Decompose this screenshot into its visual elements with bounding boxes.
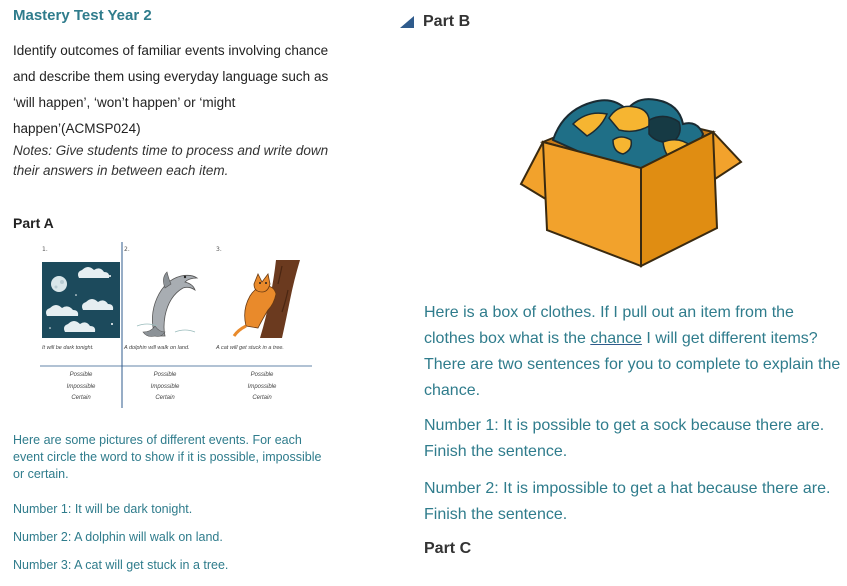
part-a-heading: Part A [13, 215, 54, 231]
event-3-number: 3. [216, 246, 222, 253]
event-3-caption: A cat will get stuck in a tree. [216, 345, 284, 351]
part-a-item-1: Number 1: It will be dark tonight. [13, 502, 193, 516]
event-1-number: 1. [42, 246, 48, 253]
option-possible[interactable]: Possible [69, 372, 93, 378]
option-certain[interactable]: Certain [71, 395, 91, 401]
option-impossible[interactable]: Impossible [150, 383, 180, 390]
option-certain[interactable]: Certain [252, 395, 272, 401]
cat-in-tree-picture [232, 260, 310, 338]
events-worksheet-image [40, 242, 312, 410]
part-a-item-3: Number 3: A cat will get stuck in a tree. [13, 558, 229, 572]
chance-link[interactable]: chance [590, 330, 642, 347]
night-sky-picture [42, 262, 120, 338]
learning-objective: Identify outcomes of familiar events involving chance and describe them using everyday language such as ‘will happen’, ‘won’t happen’ or ‘might happen’(ACMSP024) [13, 43, 329, 136]
part-b-item-1: Number 1: It is possible to get a sock because there are. Finish the sentence. [424, 417, 825, 460]
option-possible[interactable]: Possible [153, 372, 177, 378]
collapse-triangle-icon[interactable] [400, 16, 414, 28]
option-possible[interactable]: Possible [250, 372, 274, 378]
part-b-paragraph [424, 300, 844, 404]
event-2-number: 2. [124, 246, 130, 253]
option-impossible[interactable]: Impossible [66, 383, 96, 390]
teacher-notes: Notes: Give students time to process and write down their answers in between each item. [13, 143, 329, 178]
part-a-description: Here are some pictures of different events. For each event circle the word to show if it is possible, impossible or certain. [13, 433, 322, 481]
event-3-options [223, 370, 301, 405]
event-2-options [126, 370, 204, 405]
part-b-heading[interactable] [400, 13, 470, 31]
part-c-heading: Part C [424, 540, 472, 557]
dolphin-picture [135, 264, 205, 344]
event-1-caption: It will be dark tonight. [42, 345, 94, 351]
clothes-box-picture [513, 80, 745, 270]
page-title: Mastery Test Year 2 [13, 7, 152, 24]
option-certain[interactable]: Certain [155, 395, 175, 401]
part-b-heading-text: Part B [423, 13, 471, 30]
part-a-item-2: Number 2: A dolphin will walk on land. [13, 530, 223, 544]
part-b-paragraph-start: Here is a box of clothes. If I pull out an item from the clothes box what is the [424, 304, 794, 347]
event-1-options [42, 370, 120, 405]
option-impossible[interactable]: Impossible [247, 383, 277, 390]
part-b-item-2: Number 2: It is impossible to get a hat because there are. Finish the sentence. [424, 480, 831, 523]
event-2-caption: A dolphin will walk on land. [124, 345, 190, 351]
part-b-paragraph-end: I will get different items? There are two sentences for you to complete to explain the chance. [424, 330, 841, 399]
